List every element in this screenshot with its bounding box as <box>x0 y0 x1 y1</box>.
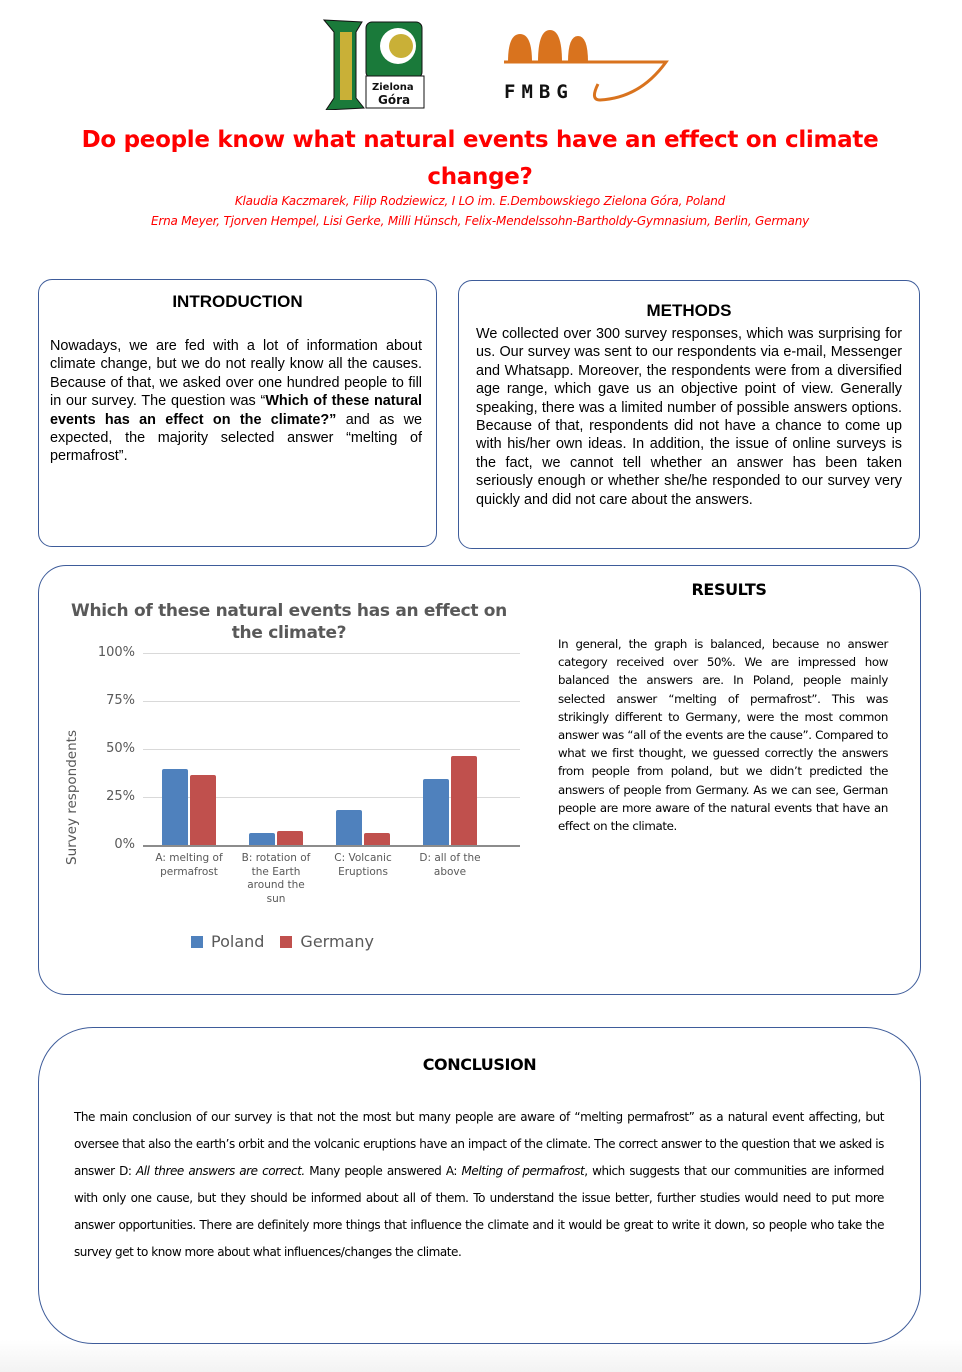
y-tick-25: 25% <box>106 789 135 804</box>
methods-heading: METHODS <box>646 301 732 320</box>
x-tick-label: A: melting of permafrost <box>155 852 223 878</box>
fmbg-school-logo <box>500 28 670 106</box>
authors <box>60 192 900 231</box>
legend-swatch-poland <box>191 936 203 948</box>
results-bar-chart <box>39 566 539 996</box>
zielona-gora-school-logo <box>322 18 426 110</box>
authors-poland: Klaudia Kaczmarek, Filip Rodziewicz, I LO im. E.Dembowskiego Zielona Góra, Poland <box>234 194 726 208</box>
results-text: In general, the graph is balanced, because no answer category received over 50%. We are impressed how balanced the answers are. In Poland, people mainly selected answer “melting of permafrost”. This was strikingly different to Germany, were the most common answer was “all of the events are the cause”. Compared to what we first thought, we guessed correctly the answers from people from poland, but we didn’t predicted the answers of people from Germany. As we can see, German people are more aware of the natural events that have an effect on the climate. <box>558 637 888 834</box>
legend-item-germany: Germany <box>280 932 374 951</box>
x-tick-label: D: all of the above <box>419 852 481 878</box>
results-section <box>38 565 921 995</box>
y-tick-0: 0% <box>114 837 135 852</box>
chart-y-axis-label: Survey respondents <box>64 730 80 865</box>
bar-poland-a <box>162 769 188 846</box>
bar-germany-c <box>364 833 390 846</box>
poster-title: Do people know what natural events have an effect on climate change? <box>81 127 879 190</box>
x-tick-label: C: Volcanic Eruptions <box>334 852 392 878</box>
introduction-text: Nowadays, we are fed with a lot of information about climate change, but we do not really know all the causes. Because of that, we asked over one hundred people to fill in our survey. The question was “Which of these natural events has an effect on the climate?” and as we expected, the majority selected answer “melting of permafrost”. <box>50 338 423 465</box>
chart-title: Which of these natural events has an effect on the climate? <box>71 601 507 643</box>
bar-germany-a <box>190 775 216 846</box>
y-tick-75: 75% <box>106 693 135 708</box>
bar-germany-b <box>277 831 303 846</box>
conclusion-section <box>38 1027 921 1344</box>
y-tick-100: 100% <box>97 645 135 660</box>
svg-text:Zielona: Zielona <box>372 82 414 93</box>
bar-poland-d <box>423 779 449 846</box>
authors-germany: Erna Meyer, Tjorven Hempel, Lisi Gerke, Milli Hünsch, Felix-Mendelssohn-Bartholdy-Gymnasium, Berlin, Germany <box>150 213 810 228</box>
introduction-heading: INTRODUCTION <box>172 292 303 311</box>
chart-legend <box>191 932 390 951</box>
gridline-50 <box>143 749 520 750</box>
methods-section <box>458 280 920 549</box>
bar-poland-b <box>249 833 275 846</box>
introduction-section <box>38 279 437 547</box>
x-tick-label: B: rotation of the Earth around the sun <box>241 852 311 905</box>
legend-swatch-germany <box>280 936 292 948</box>
gridline-100 <box>143 653 520 654</box>
legend-item-poland: Poland <box>191 932 264 951</box>
survey-question: Which of these natural events has an effect on the climate?” <box>50 393 422 428</box>
svg-text:Góra: Góra <box>378 93 411 107</box>
conclusion-text: The main conclusion of our survey is that not the most but many people are aware of “melting permafrost” as a natural event affecting, but oversee that also the earth’s orbit and the volcanic eruptions have an impact of the climate. The correct answer to the question that we asked is answer D: All three answers are correct. Many people answered A: Melting of permafrost, which suggests that our communities are informed with only one cause, but they should be informed about all of them. To understand the issue better, further studies would need to put more answer opportunities. There are definitely more things that influence the climate and it would be great to write it down, so people who take the survey get to know more about what influences/changes the climate. <box>74 1110 884 1259</box>
bar-germany-d <box>451 756 477 846</box>
conclusion-heading: CONCLUSION <box>422 1055 537 1074</box>
methods-text: We collected over 300 survey responses, which was surprising for us. Our survey was sent to our respondents via e-mail, Messenger and Whatsapp. Moreover, the respondents were from a diversified age range, which gave us an objective point of view. Generally speaking, there was a limited number of possible answers options. Because of that, respondents did not have a chance to come up with his/her own ideas. In addition, the issue of online surveys is the fact, we cannot tell whether an answer has been taken seriously enough or whether she/he responded to our survey very quickly and did not care about the answers. <box>476 326 902 508</box>
gridline-75 <box>143 701 520 702</box>
svg-text:FMBG: FMBG <box>504 81 574 103</box>
results-heading: RESULTS <box>691 580 767 599</box>
x-axis-line <box>143 845 520 847</box>
y-tick-50: 50% <box>106 741 135 756</box>
bar-poland-c <box>336 810 362 846</box>
